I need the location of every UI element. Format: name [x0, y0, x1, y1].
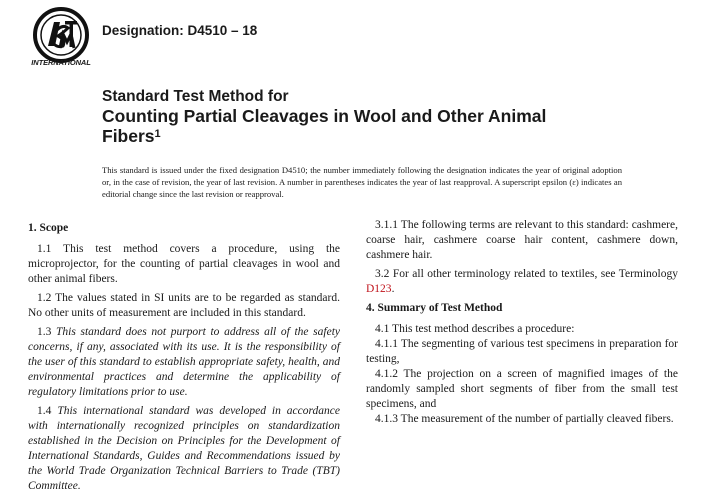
title-line-2: Counting Partial Cleavages in Wool and Other Animal — [102, 106, 547, 126]
standard-notice: This standard is issued under the fixed designation D4510; the number immediately following the designation indicates the year of original adoption or, in the case of revision, the year of last revision. A number in parentheses indicates the year of last reapproval. A superscript epsilon (ε) indicates an editorial change since the last revision or reapproval. — [102, 165, 622, 199]
title-line-3-text: Fibers — [102, 126, 155, 146]
paragraph-4-1: 4.1 This test method describes a procedure: — [375, 323, 575, 335]
paragraph-3-1-1: 3.1.1 The following terms are relevant to this standard: cashmere, coarse hair, cashmere coarse hair content, cashmere down, cashmere hair. — [366, 219, 678, 261]
document-title — [102, 88, 546, 146]
title-line-3 — [102, 126, 546, 146]
title-footnote-mark[interactable]: 1 — [154, 128, 161, 140]
paragraph-4-1-3: 4.1.3 The measurement of the number of partially cleaved fibers. — [375, 413, 674, 425]
section-4-heading: 4. Summary of Test Method — [366, 302, 503, 314]
logo-caption: INTERNATIONAL — [31, 58, 91, 67]
paragraph-3-2-end: . — [391, 283, 395, 295]
paragraph-1-3-number: 1.3 — [37, 326, 57, 338]
title-line-1: Standard Test Method for — [102, 88, 289, 105]
paragraph-1-2: 1.2 The values stated in SI units are to be regarded as standard. No other units of measurement are included in this standard. — [28, 292, 340, 319]
designation: Designation: D4510 – 18 — [102, 23, 258, 38]
paragraph-1-4 — [28, 404, 340, 494]
paragraph-1-3 — [28, 325, 340, 400]
paragraph-3-2 — [366, 267, 678, 297]
paragraph-1-4-text: This international standard was developed in accordance with internationally recognized principles on standardization established in the Decision on Principles for the Development of International Standards, Guides and Recommendations issued by the World Trade Organization Technical Barriers to Trade (TBT) Committee. — [28, 405, 341, 492]
paragraph-3-2-text: 3.2 For all other terminology related to textiles, see Terminology — [375, 268, 678, 280]
paragraph-1-1: 1.1 This test method covers a procedure, using the microprojector, for the counting of partial cleavages in wool and other animal fibers. — [28, 243, 340, 285]
paragraph-1-3-text: This standard does not purport to address all of the safety concerns, if any, associated with its use. It is the responsibility of the user of this standard to establish appropriate safety, health, and environmental practices and determine the applicability of regulatory limitations prior to use. — [28, 326, 340, 398]
left-column — [28, 218, 340, 498]
paragraph-4-1-1: 4.1.1 The segmenting of various test specimens in preparation for testing, — [366, 338, 678, 365]
right-column — [366, 218, 678, 427]
paragraph-4-1-2: 4.1.2 The projection on a screen of magnified images of the randomly sampled short segments of fiber from the small test specimens, and — [366, 368, 678, 410]
reference-link-d123[interactable]: D123 — [366, 283, 392, 295]
paragraph-1-4-number: 1.4 — [37, 405, 58, 417]
section-1-heading: 1. Scope — [28, 222, 69, 234]
